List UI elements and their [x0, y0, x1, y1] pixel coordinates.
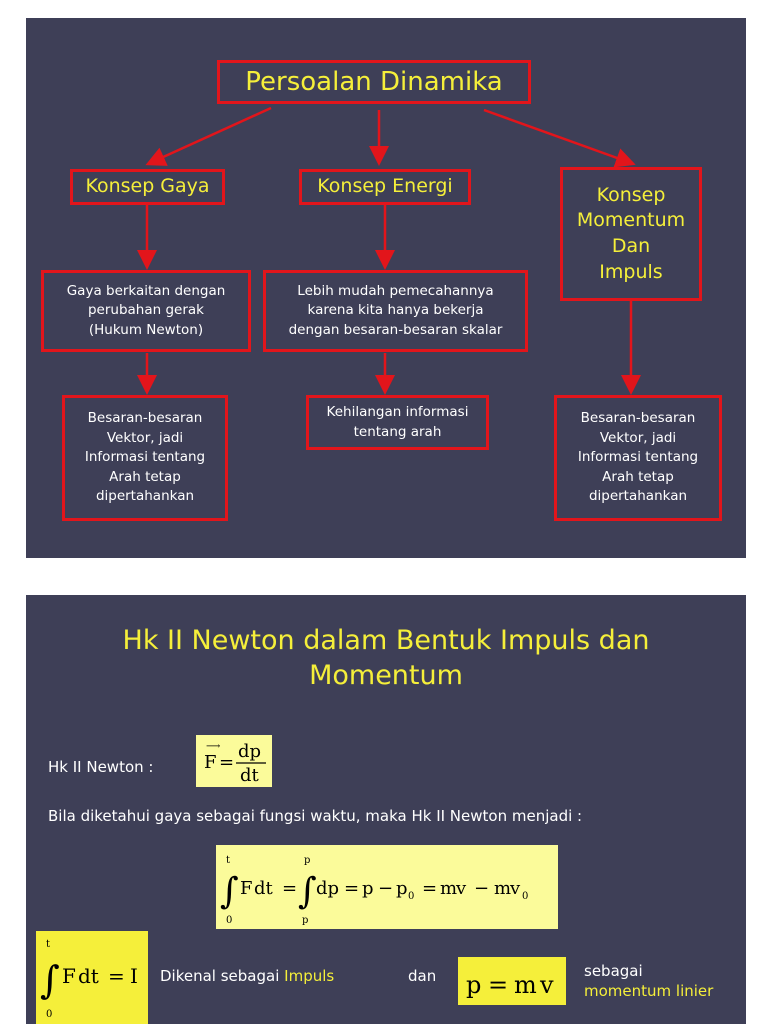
sym-t: t [226, 855, 231, 866]
momentum-text-prefix: sebagai [584, 962, 643, 980]
sym-equals: = [422, 878, 438, 899]
law-label: Hk II Newton : [48, 758, 154, 776]
arrow-title-to-gaya [150, 108, 271, 163]
energi-consequence: Kehilangan informasi tentang arah [326, 403, 469, 440]
energi-consequence-box [306, 395, 489, 450]
sym-equals: = [488, 971, 509, 999]
connector-text: dan [408, 967, 437, 985]
intro-text: Bila diketahui gaya sebagai fungsi waktu, maka Hk II Newton menjadi : [48, 807, 583, 825]
slide-concept-map [26, 18, 746, 558]
slide2-title: Hk II Newton dalam Bentuk Impuls dan Momentum [122, 625, 650, 692]
sym-zero: 0 [408, 891, 415, 902]
sym-F: F [204, 752, 217, 773]
sym-v: v [540, 971, 554, 999]
sym-equals: = [282, 878, 298, 899]
gaya-description: Gaya berkaitan dengan perubahan gerak (Hukum Newton) [66, 282, 226, 338]
title-box [217, 60, 531, 104]
gaya-consequence-box [62, 395, 228, 521]
sym-dp: dp [316, 878, 340, 899]
sym-zero: 0 [226, 915, 233, 926]
integral-formula [216, 845, 558, 929]
sym-dt: dt [240, 765, 259, 786]
svg-text:∫: ∫ [220, 871, 239, 912]
sym-equals: = [219, 752, 235, 773]
concept-momentum-box [560, 167, 702, 301]
sym-m: m [514, 971, 537, 999]
sym-p: p [466, 971, 482, 999]
momentum-text [584, 961, 713, 1002]
svg-text:∫: ∫ [40, 958, 60, 1002]
impulse-text [160, 967, 334, 985]
sym-m: m [494, 878, 512, 899]
svg-text:∫: ∫ [298, 871, 317, 912]
vec-arrow: ⟶ [206, 741, 221, 752]
sym-equals: = [108, 964, 125, 988]
slide1-title: Persoalan Dinamika [245, 67, 503, 97]
newton-law-formula [196, 735, 272, 787]
concept-gaya-label: Konsep Gaya [85, 175, 210, 198]
sym-m: m [440, 878, 458, 899]
energi-description-box [263, 270, 528, 352]
sym-minus: − [474, 878, 490, 899]
energi-description: Lebih mudah pemecahannya karena kita hanya bekerja dengan besaran-besaran skalar [288, 282, 503, 338]
concept-energi-label: Konsep Energi [317, 175, 453, 198]
sym-v: v [456, 878, 467, 899]
momentum-formula [458, 957, 566, 1005]
sym-dp: dp [238, 741, 262, 762]
momentum-consequence: Besaran-besaran Vektor, jadi Informasi tentang Arah tetap dipertahankan [577, 410, 699, 505]
gaya-consequence: Besaran-besaran Vektor, jadi Informasi tentang Arah tetap dipertahankan [84, 410, 206, 505]
sym-p: p [304, 855, 311, 866]
impulse-text-prefix: Dikenal sebagai [160, 967, 280, 985]
sym-p: p [362, 878, 374, 899]
concept-momentum-label: Konsep Momentum Dan Impuls [576, 183, 686, 283]
sym-F: F [240, 878, 253, 899]
sym-t: t [46, 939, 51, 950]
sym-I: I [130, 964, 138, 988]
sym-equals: = [344, 878, 360, 899]
slide-newton-impulse [26, 595, 746, 1024]
arrow-title-to-momentum [484, 110, 631, 163]
sym-dt: dt [254, 878, 273, 899]
sym-p0: p [302, 915, 309, 926]
sym-F: F [62, 964, 76, 988]
impulse-formula [36, 931, 148, 1024]
momentum-term: momentum linier [584, 982, 714, 1001]
sym-v: v [510, 878, 521, 899]
sym-dt: dt [78, 964, 99, 988]
impulse-term: Impuls [284, 967, 335, 985]
momentum-consequence-box [554, 395, 722, 521]
gaya-description-box [41, 270, 251, 352]
sym-zero: 0 [522, 891, 529, 902]
sym-minus: − [378, 878, 394, 899]
sym-p: p [396, 878, 408, 899]
sym-zero: 0 [46, 1009, 53, 1020]
concept-gaya-box [70, 169, 225, 205]
concept-energi-box [299, 169, 471, 205]
